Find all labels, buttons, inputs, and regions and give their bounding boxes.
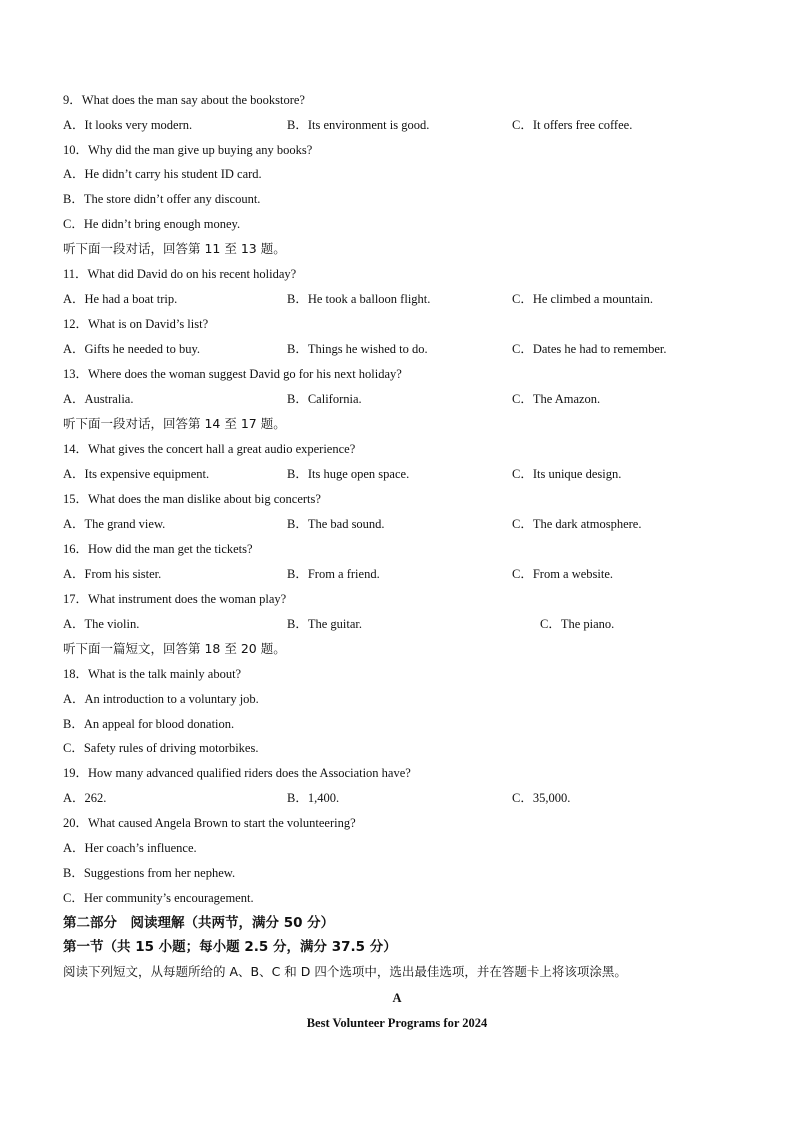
question-number: 15． bbox=[63, 492, 89, 506]
option-a: A．From his sister. bbox=[63, 567, 162, 581]
option-b: B．An appeal for blood donation. bbox=[63, 717, 235, 731]
question-text: What gives the concert hall a great audio experience? bbox=[88, 442, 356, 456]
option-a: A．262. bbox=[63, 791, 107, 805]
option-b: B．1,400. bbox=[287, 791, 340, 805]
question-text: How many advanced qualified riders does the Association have? bbox=[88, 766, 411, 780]
question-text: Why did the man give up buying any books? bbox=[88, 143, 313, 157]
question-number: 17． bbox=[63, 592, 89, 606]
question-13 bbox=[63, 366, 402, 382]
option-b: B．The bad sound. bbox=[287, 517, 385, 531]
passage-title: Best Volunteer Programs for 2024 bbox=[306, 1016, 488, 1030]
option-a: A．It looks very modern. bbox=[63, 118, 193, 132]
question-text: What is the talk mainly about? bbox=[88, 667, 242, 681]
option-b: B．The store didn’t offer any discount. bbox=[63, 192, 261, 206]
question-text: What did David do on his recent holiday? bbox=[87, 267, 297, 281]
question-19 bbox=[63, 765, 411, 781]
option-c: C．Its unique design. bbox=[512, 467, 622, 481]
option-b: B．Suggestions from her nephew. bbox=[63, 866, 236, 880]
option-a: A．Australia. bbox=[63, 392, 134, 406]
option-b: B．California. bbox=[287, 392, 362, 406]
part-two-title: 第二部分 阅读理解（共两节，满分 50 分） bbox=[63, 915, 335, 931]
question-text: How did the man get the tickets? bbox=[88, 542, 253, 556]
option-c: C．Her community’s encouragement. bbox=[63, 891, 254, 905]
question-11 bbox=[63, 266, 296, 282]
option-b: B．Its environment is good. bbox=[287, 118, 430, 132]
question-text: What is on David’s list? bbox=[88, 317, 209, 331]
option-c: C．Dates he had to remember. bbox=[512, 342, 667, 356]
question-text: What does the man dislike about big concerts? bbox=[88, 492, 321, 506]
listening-section-header: 听下面一篇短文，回答第 18 至 20 题。 bbox=[63, 641, 286, 656]
question-text: Where does the woman suggest David go for his next holiday? bbox=[88, 367, 402, 381]
question-number: 10． bbox=[63, 143, 89, 157]
option-b: B．Things he wished to do. bbox=[287, 342, 428, 356]
question-text: What caused Angela Brown to start the volunteering? bbox=[88, 816, 356, 830]
option-c: C．He didn’t bring enough money. bbox=[63, 217, 241, 231]
option-a: A．He had a boat trip. bbox=[63, 292, 178, 306]
question-number: 14． bbox=[63, 442, 89, 456]
option-a: A．An introduction to a voluntary job. bbox=[63, 692, 259, 706]
question-number: 9． bbox=[63, 93, 82, 107]
question-14 bbox=[63, 441, 355, 457]
question-9 bbox=[63, 92, 305, 108]
option-b: B．He took a balloon flight. bbox=[287, 292, 431, 306]
question-number: 12． bbox=[63, 317, 89, 331]
question-text: What does the man say about the bookstore? bbox=[81, 93, 305, 107]
question-number: 19． bbox=[63, 766, 89, 780]
question-text: What instrument does the woman play? bbox=[88, 592, 287, 606]
option-b: B．The guitar. bbox=[287, 617, 362, 631]
option-c: C．From a website. bbox=[512, 567, 614, 581]
question-number: 18． bbox=[63, 667, 89, 681]
option-c: C．The piano. bbox=[540, 617, 615, 631]
option-a: A．Its expensive equipment. bbox=[63, 467, 210, 481]
question-16 bbox=[63, 541, 253, 557]
question-18 bbox=[63, 666, 241, 682]
option-c: C．It offers free coffee. bbox=[512, 118, 633, 132]
question-number: 11． bbox=[63, 267, 88, 281]
passage-letter: A bbox=[392, 991, 402, 1005]
reading-instruction: 阅读下列短文，从每题所给的 A、B、C 和 D 四个选项中，选出最佳选项，并在答题卡上将该项涂黑。 bbox=[63, 964, 627, 979]
option-c: C．35,000. bbox=[512, 791, 571, 805]
question-17 bbox=[63, 591, 286, 607]
question-number: 20． bbox=[63, 816, 89, 830]
section-one-title: 第一节（共 15 小题；每小题 2.5 分，满分 37.5 分） bbox=[63, 939, 397, 955]
option-c: C．He climbed a mountain. bbox=[512, 292, 653, 306]
option-a: A．The grand view. bbox=[63, 517, 166, 531]
option-a: A．He didn’t carry his student ID card. bbox=[63, 167, 262, 181]
question-number: 13． bbox=[63, 367, 89, 381]
option-a: A．Gifts he needed to buy. bbox=[63, 342, 201, 356]
option-c: C．The Amazon. bbox=[512, 392, 601, 406]
question-15 bbox=[63, 491, 321, 507]
question-10 bbox=[63, 142, 312, 158]
listening-section-header: 听下面一段对话，回答第 14 至 17 题。 bbox=[63, 416, 286, 431]
option-b: B．From a friend. bbox=[287, 567, 380, 581]
option-a: A．The violin. bbox=[63, 617, 140, 631]
option-c: C．Safety rules of driving motorbikes. bbox=[63, 741, 259, 755]
option-b: B．Its huge open space. bbox=[287, 467, 410, 481]
option-a: A．Her coach’s influence. bbox=[63, 841, 197, 855]
question-20 bbox=[63, 815, 356, 831]
question-12 bbox=[63, 316, 208, 332]
question-number: 16． bbox=[63, 542, 89, 556]
listening-section-header: 听下面一段对话，回答第 11 至 13 题。 bbox=[63, 241, 286, 256]
option-c: C．The dark atmosphere. bbox=[512, 517, 642, 531]
